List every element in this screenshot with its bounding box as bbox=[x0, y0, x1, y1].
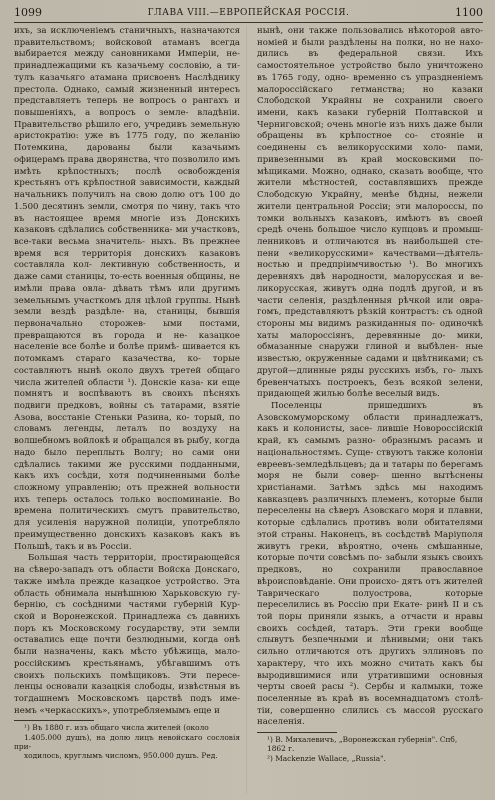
text-line: дѣвать тѣмъ или другимъ земельнымъ участкомъ bbox=[14, 283, 240, 306]
text-line: казаковъ сдѣлались собственника- bbox=[14, 225, 176, 236]
text-line: мѣщиками. Можно, однако, сказать вообще, что bbox=[257, 166, 483, 177]
text-line: преимущественно донскихъ казаковъ какъ въ bbox=[14, 529, 240, 540]
text-line: деревняхъ двѣ народности, малорусская и ве- bbox=[257, 272, 483, 283]
text-line: немъ «черкасскихъ», употребляемымъ еще и bbox=[14, 705, 220, 716]
text-line: въ тогдашнемъ Московскомъ царствѣ подъ име- bbox=[14, 682, 240, 704]
text-line: для усиленія наружной полиціи, употребляло bbox=[14, 518, 240, 529]
text-line: ствуютъ также колоніи евреевъ-земледѣльцевъ; bbox=[257, 447, 483, 470]
text-line: лыхъ бревенчатыхъ построекъ, безъ всякой bbox=[257, 365, 483, 388]
text-line: владѣніи. Правительство рѣшило его, учредивъ bbox=[14, 108, 240, 130]
text-line: на, станицы, бывшія первоначально сторожев- bbox=[14, 307, 240, 329]
footnote-line: ¹) В. Михалевичъ, „Воронежская губернія". Спб, bbox=[267, 735, 458, 745]
text-line: оставались еще почти безлюдными, когда онѣ bbox=[14, 635, 240, 646]
footnote-line: ¹) Въ 1880 г. изъ общаго числа жителей (около bbox=[24, 723, 209, 733]
text-line: престола. Однако, самый жизненный интересъ bbox=[14, 84, 240, 95]
header-rule bbox=[14, 22, 483, 23]
right-column bbox=[257, 26, 483, 763]
text-line: поселенные въ краѣ въ восемнадцатомъ столѣ- bbox=[257, 693, 483, 704]
text-line: область обнимала нынѣшнюю Харьковскую гу- bbox=[14, 588, 240, 599]
text-line: Слободскую Украйну, менѣе бѣдны, нежели bbox=[257, 190, 483, 201]
text-line: жители центральной Россіи; эти малороссы, по bbox=[257, 201, 483, 212]
text-line: сосѣдствѣ Маріуполя живутъ греки, вѣроятно, bbox=[257, 529, 483, 552]
footnote-line: ²) Mackenzie Wallace, „Russia". bbox=[267, 753, 386, 763]
text-line: ки еще помнятъ и воспѣваютъ въ своихъ bbox=[14, 377, 240, 400]
text-line: сохранили своего имени, какъ казаки губерній bbox=[257, 96, 483, 119]
footnote-line: ходилось, круглымъ числомъ, 950.000 душъ. Ред. bbox=[24, 751, 218, 761]
footnote-rule-right bbox=[257, 732, 337, 733]
text-line: ные известью, окруженные садами и цвѣтниками; bbox=[257, 342, 483, 365]
text-line: ыми постами, превращаются въ города и не- bbox=[14, 318, 240, 341]
text-line: принадлежащими къ казачьему сословію, а ти- bbox=[14, 61, 240, 72]
text-line: забыли языкъ своихъ предковъ, но сохранили bbox=[257, 553, 483, 576]
text-line: нихъ даже были обращены въ крѣпостное со- bbox=[257, 119, 483, 142]
text-line: пени «великорусскими» качествами—дѣятель- bbox=[257, 248, 483, 259]
text-line: съ другой—длинные ряды русскихъ избъ, го- bbox=[257, 354, 483, 376]
footnote-line: 1862 г. bbox=[267, 744, 295, 754]
text-line: имъ имѣть крѣпостныхъ; послѣ освобожденія bbox=[14, 154, 240, 177]
text-line: которые переселились въ Россію при Екате- bbox=[257, 588, 483, 611]
text-line: торый, по словамъ легенды, леталъ по воздуху bbox=[14, 412, 241, 435]
text-line: офицерамъ права дворянства, что позволило bbox=[14, 154, 223, 165]
text-line: ныхъ. Въ прежнее время вся bbox=[14, 236, 240, 259]
text-line: также имѣла прежде казацкое устройство. Эта bbox=[14, 576, 240, 587]
left-column bbox=[14, 26, 240, 760]
text-line: православное вѣроисповѣданіе. Они происхо- bbox=[257, 565, 483, 587]
right-paragraph-1 bbox=[257, 26, 483, 401]
text-line: то-есть военныя общины, не имѣли права овла- bbox=[14, 272, 240, 294]
text-line: Польшѣ, такъ и въ Россіи. bbox=[14, 541, 132, 552]
text-line: на волшебномъ войлокѣ и обращался въ рыбу, bbox=[14, 424, 240, 447]
text-line: для цѣлой группы. Нынѣ земли вездѣ раздѣле- bbox=[14, 295, 240, 318]
text-line: желанію Потемкина, дарованы были казачьимъ bbox=[14, 131, 240, 154]
text-line: крестьянъ отъ крѣпостной зависимости, каждый bbox=[14, 178, 240, 189]
text-line: мики, обмазанные снаружи глиной и выбѣлен- bbox=[257, 330, 483, 353]
text-line: территорія донскихъ казаковъ составляла кол- bbox=[14, 248, 241, 271]
text-line: лективную собственность, и даже сами станицы, bbox=[14, 260, 240, 283]
text-line: ленцы основали казацкія слободы, извѣстныя bbox=[14, 682, 230, 693]
text-line: гомъ, представляютъ рѣзкій контрастъ: съ bbox=[257, 307, 457, 318]
text-line: торые составляютъ нынѣ около двухъ третей bbox=[14, 354, 240, 376]
page-number-right: 1100 bbox=[455, 6, 483, 19]
text-line: гетманства; но казаки Слободской Украйны не bbox=[257, 84, 483, 107]
text-line: населенія. bbox=[257, 717, 305, 728]
text-line: когда надо было переплыть Волгу; но сами они bbox=[14, 436, 240, 458]
text-line: бернію, съ сосѣдними частями губерній Кур- bbox=[14, 600, 240, 611]
text-line: шенно вытѣснены христіанами. Затѣмъ здѣсь bbox=[257, 471, 484, 494]
text-line: пами, привезенными въ край московскими по- bbox=[257, 143, 483, 165]
text-line: дятъ отъ жителей Таврическаго полуострова, bbox=[257, 576, 483, 599]
text-line: какъ ихъ сосѣди, хотя подчиненными болѣе bbox=[14, 471, 240, 482]
right-footnotes bbox=[257, 735, 483, 763]
text-line: земельную аристократію: уже въ 1775 году, по bbox=[14, 119, 240, 142]
text-line: такъ сильно отличаются отъ другихъ эллиновъ bbox=[257, 635, 483, 658]
text-line: зелени, придающей жилью болѣе веселый видъ. bbox=[257, 377, 483, 400]
text-line: одиночкѣ хаты малороссіянъ, деревянные до- bbox=[257, 318, 483, 341]
text-line: ликорусская, живутъ одна подлѣ другой, и въ bbox=[257, 283, 483, 294]
text-line: томки вольныхъ казаковъ, имѣютъ въ своей bbox=[257, 213, 483, 224]
text-line: сложному управленію; отъ прежней вольности bbox=[14, 483, 240, 494]
text-line: вообще слывутъ безпечными и лѣнивыми; они bbox=[257, 623, 483, 646]
text-line: россійскимъ крестьянамъ, убѣгавшимъ отъ bbox=[14, 658, 240, 669]
text-line: ленниковъ и отличаются въ наибольшей сте- bbox=[257, 236, 483, 247]
text-line: были назначены, какъ мѣсто убѣжища, мало- bbox=[14, 647, 240, 658]
text-line: номіей и были раздѣлены на полки, но не нахо- bbox=[257, 37, 483, 48]
text-line: очень смѣшанные, которые почти совсѣмъ по- bbox=[257, 541, 483, 564]
text-line: начальникъ получилъ на свою долю отъ 100 до bbox=[14, 190, 240, 201]
text-line: на сѣверо-западъ отъ области Войска Донскаго, bbox=[14, 565, 240, 576]
text-line: Большая часть территоріи, простирающейся bbox=[28, 553, 240, 564]
text-line: устройство было уничтожено въ 1765 году, одно- bbox=[257, 61, 484, 83]
left-paragraph-2 bbox=[14, 553, 240, 717]
text-line: ностью и предпріимчивостью ¹). Во многихъ bbox=[257, 260, 483, 271]
text-line: своихъ польскихъ помѣщиковъ. Эти пересе- bbox=[14, 670, 240, 681]
text-line: стояніе и соединены съ великорусскими холо- bbox=[257, 131, 483, 154]
text-line: воли обитателями этой страны. Наконецъ, въ bbox=[257, 518, 483, 540]
text-line: казацкое населеніе все болѣе и болѣе примѣ- bbox=[14, 330, 240, 353]
text-line: сдѣлались такими же русскими подданными, bbox=[14, 459, 240, 470]
text-line: Полтавской и Черниговской; очень многіе изъ bbox=[257, 108, 483, 130]
text-line: одной стороны мы видимъ разкиданныя по- bbox=[257, 307, 483, 329]
text-line: средѣ очень большое число купцовъ и промыш- bbox=[257, 225, 483, 236]
left-footnotes bbox=[14, 723, 240, 760]
text-line: моря и плавни, которые сдѣлались противъ bbox=[257, 506, 484, 529]
text-line: черты своей расы ²). Сербы и калмыки, тоже bbox=[257, 682, 483, 693]
text-line: ской и Воронежской. Принадлежа съ давнихъ bbox=[14, 611, 240, 622]
text-line: да и татары по берегамъ моря не были совер- bbox=[257, 459, 483, 482]
text-line: пѣсняхъ подвиги предковъ, войны съ татарами, bbox=[14, 389, 240, 411]
text-line: части селенія, раздѣленныя рѣчкой или овра- bbox=[257, 295, 483, 306]
left-paragraph-1 bbox=[14, 26, 240, 553]
text-line: временно съ упраздненіемъ малороссійскаго bbox=[257, 72, 483, 95]
text-line: ихъ теперь осталось только воспоминаніе. Во bbox=[14, 494, 240, 505]
text-line: поръ къ Московскому государству, эти земли bbox=[14, 623, 240, 634]
text-line: что въ настоящее время многіе изъ Донскихъ bbox=[14, 201, 240, 224]
text-line: времена политическихъ смутъ правительство, bbox=[14, 506, 240, 517]
footnote-line: 1.405.000 душъ), на долю лицъ невойскаго сословія при- bbox=[14, 732, 240, 751]
text-line: которые были переселены на сѣверъ Азовскаго bbox=[257, 494, 484, 517]
text-line: жители мѣстностей, составлявшихъ прежде bbox=[257, 178, 483, 189]
chapter-title: ГЛАВА VIII.—ЕВРОПЕЙСКАЯ РОССІЯ. bbox=[147, 8, 350, 18]
text-line: представляетъ теперь не вопросъ о bbox=[14, 96, 193, 107]
text-line: общаго числа жителей области ¹). Донскіе каза- bbox=[14, 365, 240, 388]
text-line: дились въ федеральной связи. Ихъ самостоятельное bbox=[257, 49, 483, 72]
right-paragraph-2 bbox=[257, 401, 483, 729]
text-line: выродившимися или утратившими основныя bbox=[257, 670, 483, 681]
text-line: мы находимъ кавказцевъ различныхъ племенъ, bbox=[257, 483, 483, 505]
text-line: ихъ, за исключеніемъ станичныхъ, назначаются bbox=[14, 26, 240, 36]
footnote-rule-left bbox=[14, 720, 94, 721]
text-line: тулъ казачьяго атамана присвоенъ Наслѣднику bbox=[14, 72, 240, 83]
text-line: тіи, совершенно слились съ массой русскаго bbox=[257, 705, 483, 716]
text-line: ми участковъ, все-таки весьма значитель- bbox=[14, 225, 240, 247]
page-number-left: 1099 bbox=[14, 6, 42, 19]
text-line: шивается къ потомкамъ стараго казачества, ко- bbox=[14, 342, 241, 365]
text-line: правительствомъ; войсковой атаманъ всегда bbox=[14, 37, 240, 48]
text-line: по характеру, что ихъ можно считать какъ бы bbox=[257, 647, 483, 669]
text-line: 1.500 десятинъ земли, смотря по чину, такъ bbox=[14, 201, 225, 212]
text-line: ринѣ II и съ той поры приняли языкъ, а отчасти bbox=[257, 600, 484, 622]
text-line: выбирается между сановниками Имперіи, не- bbox=[14, 49, 240, 60]
text-line: нынѣ, они также пользовались нѣкоторой авто- bbox=[257, 26, 483, 36]
running-header bbox=[14, 6, 483, 20]
column-gutter bbox=[246, 26, 247, 794]
text-line: взятіе Азова, восстаніе Стеньки Разина, ко- bbox=[14, 401, 240, 423]
text-line: образнымъ расамъ и національностямъ. Суще- bbox=[257, 436, 483, 458]
text-line: Поселенцы пришедшихъ въ Азовскомуморскому bbox=[257, 401, 483, 423]
text-line: и нравы своихъ сосѣдей, татаръ. Эти греки bbox=[257, 611, 483, 634]
text-line: лившіе Новороссійскій край, къ самымъ разно- bbox=[257, 424, 483, 447]
text-line: области принадлежатъ, какъ и колонисты, засе- bbox=[257, 412, 483, 435]
text-line: рангахъ и повышеніяхъ, а вопросъ о земле- bbox=[14, 96, 240, 119]
